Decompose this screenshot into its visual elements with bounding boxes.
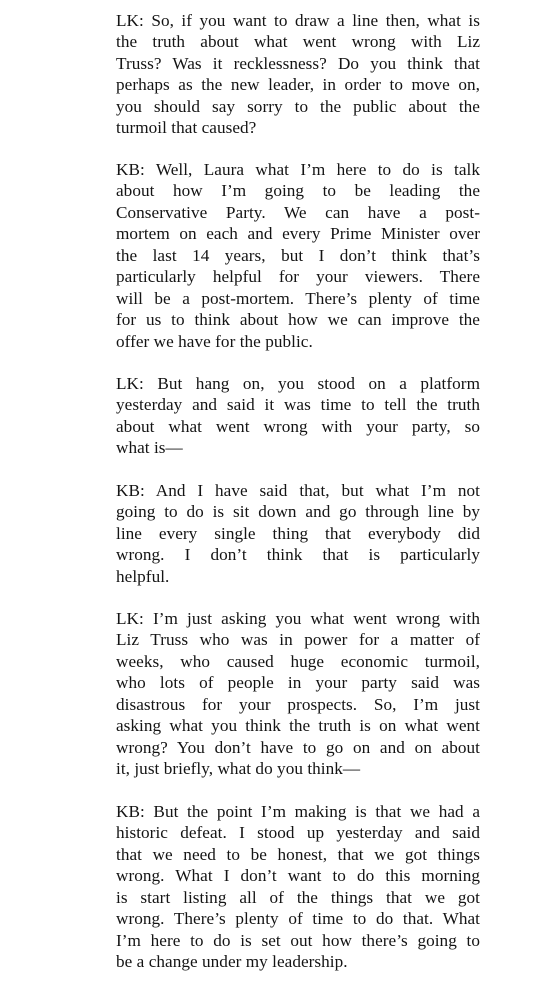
- text-line: KB: And I have said that, but what I’m not: [116, 481, 480, 500]
- text-line: who lots of people in your party said was: [116, 673, 480, 693]
- text-line: about how I’m going to be leading the: [116, 181, 480, 201]
- text-line: perhaps as the new leader, in order to move on,: [116, 75, 480, 95]
- paragraph-lk-2: [116, 373, 480, 459]
- text-line: I’m here to do is set out how there’s going to: [116, 930, 480, 950]
- text-line: Liz Truss who was in power for a matter of: [116, 630, 480, 650]
- text-line: going to do is sit down and go through line by: [116, 502, 480, 522]
- text-line: weeks, who caused huge economic turmoil,: [116, 651, 480, 671]
- text-line: the last 14 years, but I don’t think that’s: [116, 245, 480, 265]
- text-line: mortem on each and every Prime Minister over: [116, 224, 480, 244]
- text-line: LK: So, if you want to draw a line then, what is: [116, 11, 480, 30]
- text-line: wrong? You don’t have to go on and on about: [116, 737, 480, 757]
- text-line: yesterday and said it was time to tell the truth: [116, 395, 480, 415]
- text-line: wrong. I don’t think that is particularly: [116, 545, 480, 565]
- paragraph-lk-3: [116, 608, 480, 780]
- text-line: historic defeat. I stood up yesterday and said: [116, 823, 480, 843]
- text-line: asking what you think the truth is on what went: [116, 716, 480, 736]
- text-line: you should say sorry to the public about the: [116, 96, 480, 116]
- text-line: particularly helpful for your viewers. There: [116, 267, 480, 287]
- text-line: what is—: [116, 438, 183, 458]
- text-line: the truth about what went wrong with Liz: [116, 32, 480, 52]
- text-line: wrong. What I don’t want to do this morning: [116, 866, 480, 886]
- text-line: turmoil that caused?: [116, 118, 257, 138]
- text-line: about what went wrong with your party, so: [116, 416, 480, 436]
- text-line: for us to think about how we can improve the: [116, 310, 480, 330]
- text-line: that we need to be honest, that we got things: [116, 844, 480, 864]
- text-line: LK: But hang on, you stood on a platform: [116, 374, 480, 393]
- text-line: offer we have for the public.: [116, 331, 313, 351]
- text-line: Conservative Party. We can have a post-: [116, 202, 480, 222]
- text-line: helpful.: [116, 566, 170, 586]
- text-line: will be a post-mortem. There’s plenty of time: [116, 288, 480, 308]
- text-line: wrong. There’s plenty of time to do that. What: [116, 909, 480, 929]
- text-line: KB: Well, Laura what I’m here to do is talk: [116, 160, 480, 179]
- text-line: Truss? Was it recklessness? Do you think that: [116, 53, 480, 73]
- text-line: be a change under my leadership.: [116, 952, 348, 972]
- text-line: is start listing all of the things that we got: [116, 887, 480, 907]
- text-line: disastrous for your prospects. So, I’m just: [116, 694, 480, 714]
- text-line: KB: But the point I’m making is that we had a: [116, 802, 480, 821]
- text-line: it, just briefly, what do you think—: [116, 759, 361, 779]
- paragraph-kb-2: [116, 480, 480, 587]
- paragraph-kb-3: [116, 801, 480, 973]
- paragraph-lk-1: [116, 10, 480, 139]
- text-line: line every single thing that everybody did: [116, 523, 480, 543]
- paragraph-kb-1: [116, 159, 480, 352]
- text-line: LK: I’m just asking you what went wrong with: [116, 609, 480, 628]
